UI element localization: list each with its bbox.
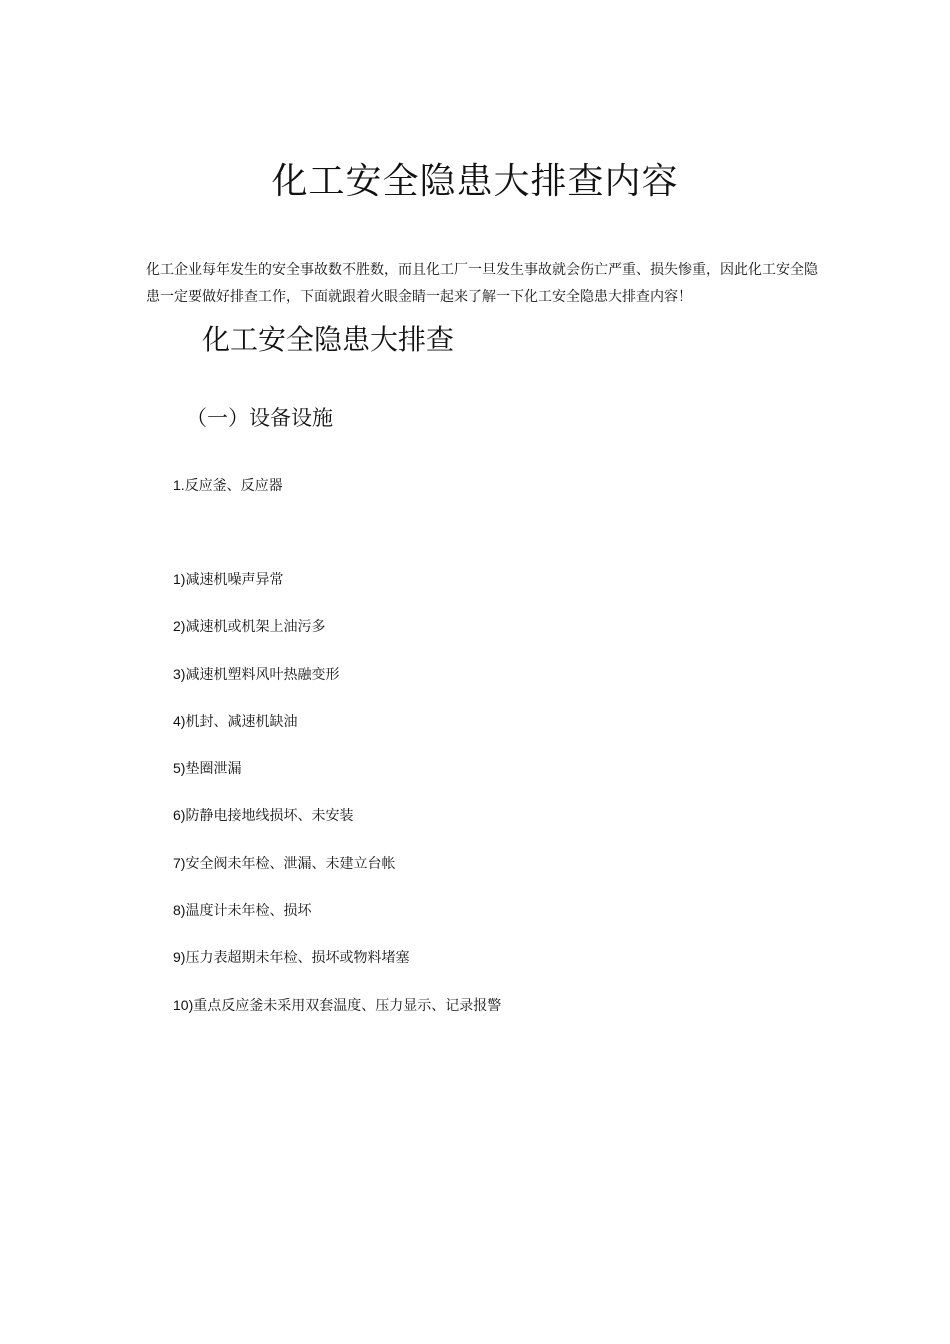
list-item bbox=[173, 947, 501, 994]
list-item bbox=[173, 616, 501, 663]
list-item bbox=[173, 805, 501, 852]
list-item-number: 7) bbox=[173, 854, 186, 871]
list-item-number: 2) bbox=[173, 618, 186, 635]
section-title: 化工安全隐患大排查 bbox=[202, 323, 455, 356]
list-item-text: 防静电接地线损坏、未安装 bbox=[185, 808, 354, 825]
list-item bbox=[173, 995, 501, 1042]
list-item-number: 9) bbox=[173, 949, 186, 966]
list-item-number: 4) bbox=[173, 712, 186, 729]
item-heading bbox=[173, 475, 283, 496]
document-title: 化工安全隐患大排查内容 bbox=[271, 161, 679, 202]
list-item-text: 压力表超期未年检、损坏或物料堵塞 bbox=[185, 950, 410, 967]
list-item bbox=[173, 711, 501, 758]
item-heading-number: 1. bbox=[173, 477, 185, 493]
list-item bbox=[173, 569, 501, 616]
hazard-list bbox=[173, 569, 501, 1042]
list-item-number: 10) bbox=[173, 996, 194, 1013]
intro-paragraph: 化工企业每年发生的安全事故数不胜数，而且化工厂一旦发生事故就会伤亡严重、损失惨重，因此化工安全隐患一定要做好排查工作，下面就跟着火眼金睛一起来了解一下化工安全隐患大排查内容！ bbox=[146, 262, 818, 305]
list-item bbox=[173, 664, 501, 711]
list-item bbox=[173, 758, 501, 805]
list-item-number: 3) bbox=[173, 665, 186, 682]
list-item-text: 垫圈泄漏 bbox=[185, 761, 242, 778]
subsection-title: （一）设备设施 bbox=[186, 406, 333, 430]
list-item-number: 5) bbox=[173, 760, 186, 777]
list-item-text: 机封、减速机缺油 bbox=[185, 713, 298, 730]
list-item-text: 安全阀未年检、泄漏、未建立台帐 bbox=[185, 855, 396, 872]
list-item-text: 减速机塑料风叶热融变形 bbox=[185, 666, 340, 683]
list-item-number: 8) bbox=[173, 902, 186, 919]
list-item bbox=[173, 853, 501, 900]
list-item-text: 减速机噪声异常 bbox=[185, 572, 284, 588]
list-item bbox=[173, 900, 501, 947]
list-item-text: 温度计未年检、损坏 bbox=[185, 903, 312, 920]
list-item-number: 6) bbox=[173, 807, 186, 824]
list-item-number: 1) bbox=[173, 571, 186, 587]
item-heading-text: 反应釜、反应器 bbox=[184, 478, 283, 494]
list-item-text: 减速机或机架上油污多 bbox=[185, 619, 326, 636]
list-item-text: 重点反应釜未采用双套温度、压力显示、记录报警 bbox=[193, 997, 502, 1014]
